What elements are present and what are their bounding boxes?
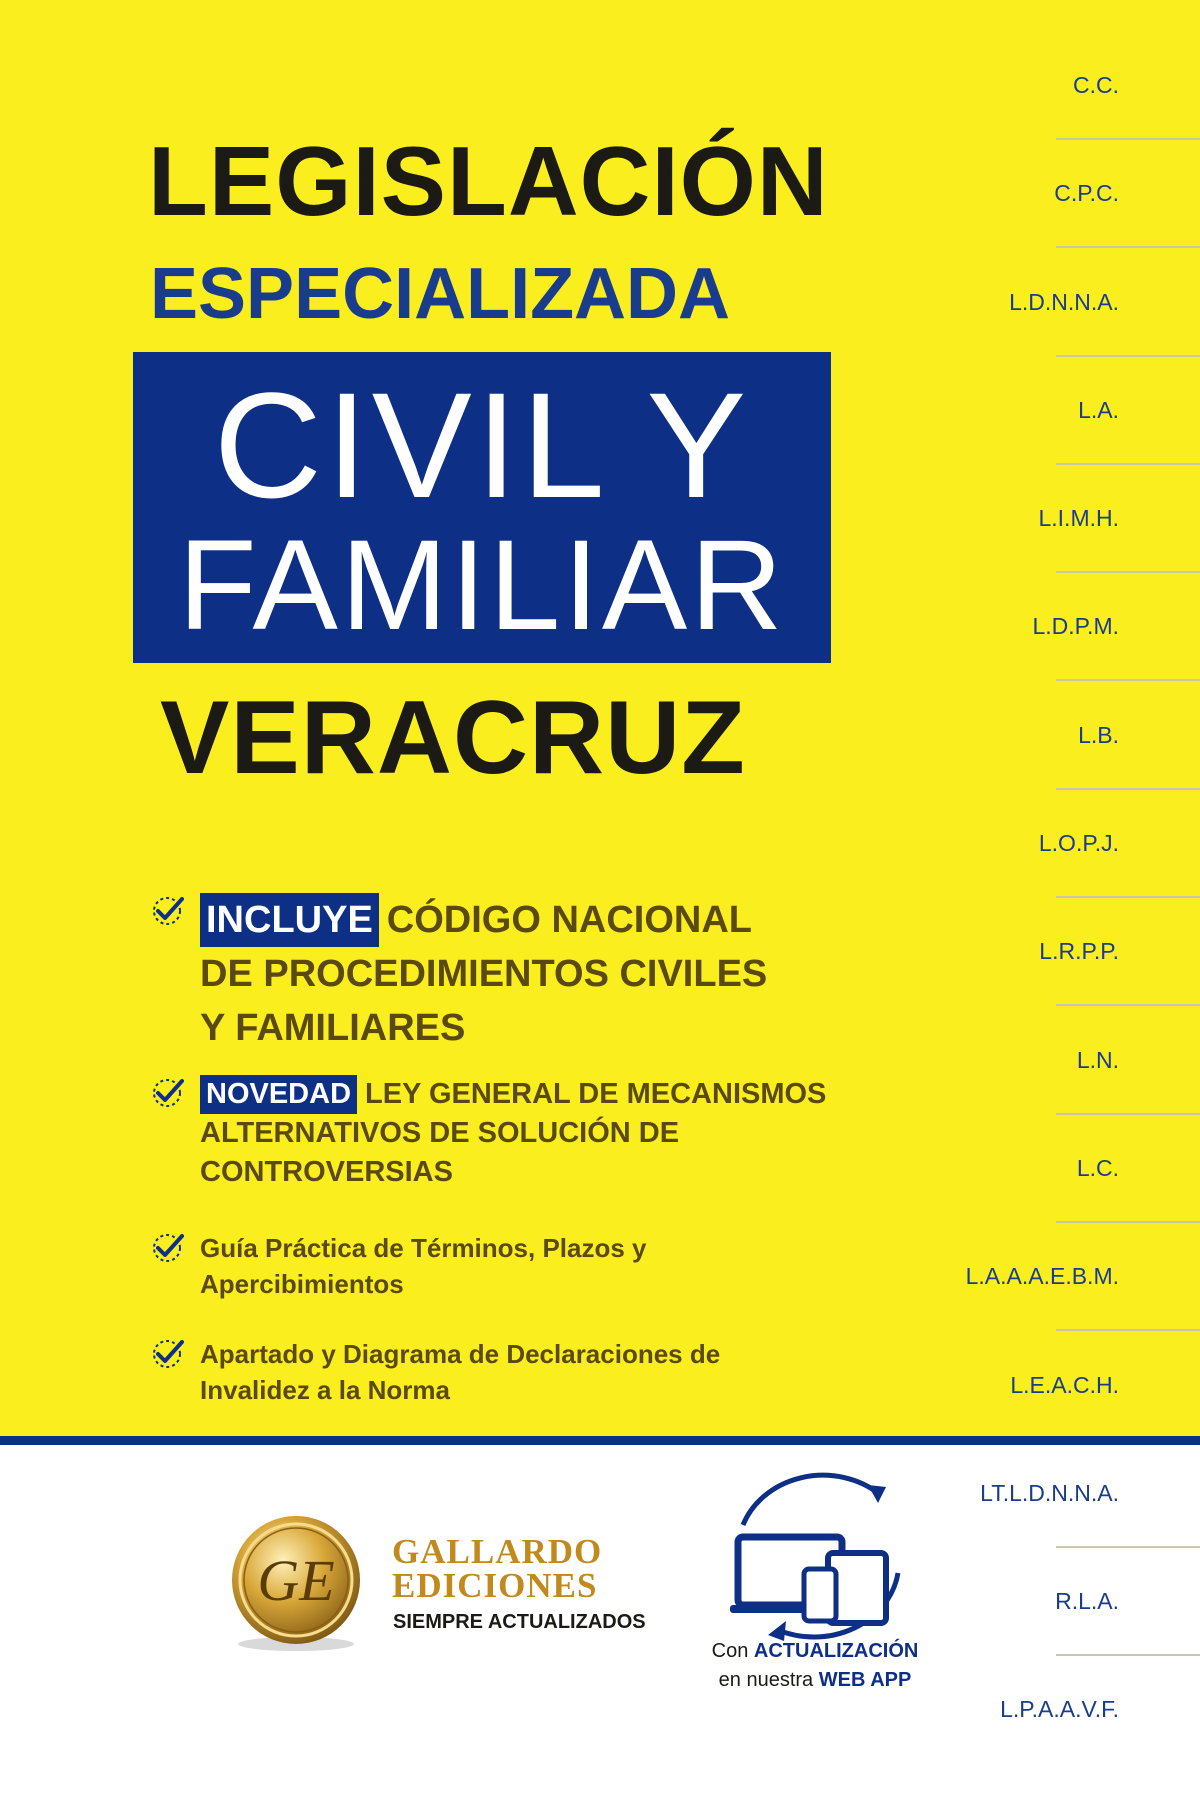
check-icon (150, 1336, 186, 1372)
law-divider (1056, 1004, 1200, 1006)
law-item (1040, 156, 1200, 264)
law-label: L.A.A.A.E.B.M. (965, 1263, 1119, 1290)
law-item (1040, 481, 1200, 589)
law-item (1040, 698, 1200, 806)
check-icon (150, 893, 186, 929)
law-label: L.E.A.C.H. (1010, 1371, 1119, 1398)
law-item (1040, 48, 1200, 156)
law-label: R.L.A. (1055, 1588, 1119, 1615)
law-divider (1056, 246, 1200, 248)
law-divider (1056, 896, 1200, 898)
law-label: L.N. (1076, 1046, 1119, 1073)
law-divider (1056, 463, 1200, 465)
law-label: L.B. (1078, 721, 1119, 748)
law-list (965, 48, 1200, 1781)
tag-incluye: INCLUYE (200, 893, 379, 947)
law-label: L.C. (1076, 1154, 1119, 1181)
law-label: L.R.P.P. (1039, 938, 1119, 965)
law-item (980, 1456, 1200, 1564)
logo-letters: GE (257, 1548, 335, 1613)
law-item (1009, 265, 1200, 373)
law-item (1010, 1348, 1200, 1456)
law-label: C.P.C. (1054, 180, 1119, 207)
bullet-text: Guía Práctica de Términos, Plazos y Apercibimientos (200, 1233, 647, 1299)
law-label: L.P.A.A.V.F. (1000, 1696, 1119, 1723)
title-legislacion: LEGISLACIÓN (148, 126, 829, 236)
devices-sync-icon (708, 1465, 926, 1643)
update-line-1: Con ACTUALIZACIÓN (711, 1640, 919, 1662)
medallion-logo-icon (226, 1512, 366, 1652)
law-item (1040, 373, 1200, 481)
check-icon (150, 1075, 186, 1111)
bullet-text: Apartado y Diagrama de Declaraciones de Invalidez a la Norma (200, 1339, 721, 1405)
law-divider (1056, 679, 1200, 681)
update-line-2: en nuestra WEB APP (718, 1669, 912, 1691)
brand-ediciones: EDICIONES (392, 1566, 598, 1605)
law-label: LT.L.D.N.N.A. (980, 1479, 1119, 1506)
law-label: L.D.N.N.A. (1009, 288, 1119, 315)
law-label: C.C. (1073, 72, 1119, 98)
law-label: L.D.P.M. (1032, 613, 1119, 640)
law-label: L.A. (1078, 396, 1119, 423)
title-especializada: ESPECIALIZADA (150, 254, 731, 334)
brand-slogan: SIEMPRE ACTUALIZADOS (393, 1611, 646, 1633)
law-divider (1056, 1329, 1200, 1331)
law-label: L.I.M.H. (1038, 505, 1119, 532)
title-veracruz: VERACRUZ (160, 680, 746, 796)
law-divider (1056, 571, 1200, 573)
bullet-text: INCLUYE CÓDIGO NACIONAL DE PROCEDIMIENTOS CIVILES Y FAMILIARES (200, 893, 767, 1055)
law-item (1040, 914, 1200, 1022)
law-divider (1056, 138, 1200, 140)
tag-novedad: NOVEDAD (200, 1075, 357, 1114)
check-icon (150, 1230, 186, 1266)
bullet-text: NOVEDAD LEY GENERAL DE MECANISMOS ALTERNATIVOS DE SOLUCIÓN DE CONTROVERSIAS (200, 1075, 826, 1192)
law-divider (1056, 1221, 1200, 1223)
title-familiar: FAMILIAR (178, 514, 786, 657)
law-divider (1056, 788, 1200, 790)
law-item (1032, 589, 1200, 697)
law-item (1040, 1564, 1200, 1672)
law-label: L.O.P.J. (1038, 830, 1119, 857)
law-divider (1056, 1546, 1200, 1548)
law-divider (1056, 355, 1200, 357)
law-divider (1056, 1113, 1200, 1115)
title-box (133, 352, 831, 663)
brand-gallardo: GALLARDO (392, 1532, 603, 1571)
law-divider (1056, 1654, 1200, 1656)
law-item (1040, 1131, 1200, 1239)
title-civil: CIVIL Y (213, 361, 751, 529)
law-item (1040, 806, 1200, 914)
divider-bar (0, 1436, 1200, 1445)
law-item (965, 1239, 1200, 1347)
law-item (1040, 1023, 1200, 1131)
law-item (1000, 1672, 1200, 1780)
